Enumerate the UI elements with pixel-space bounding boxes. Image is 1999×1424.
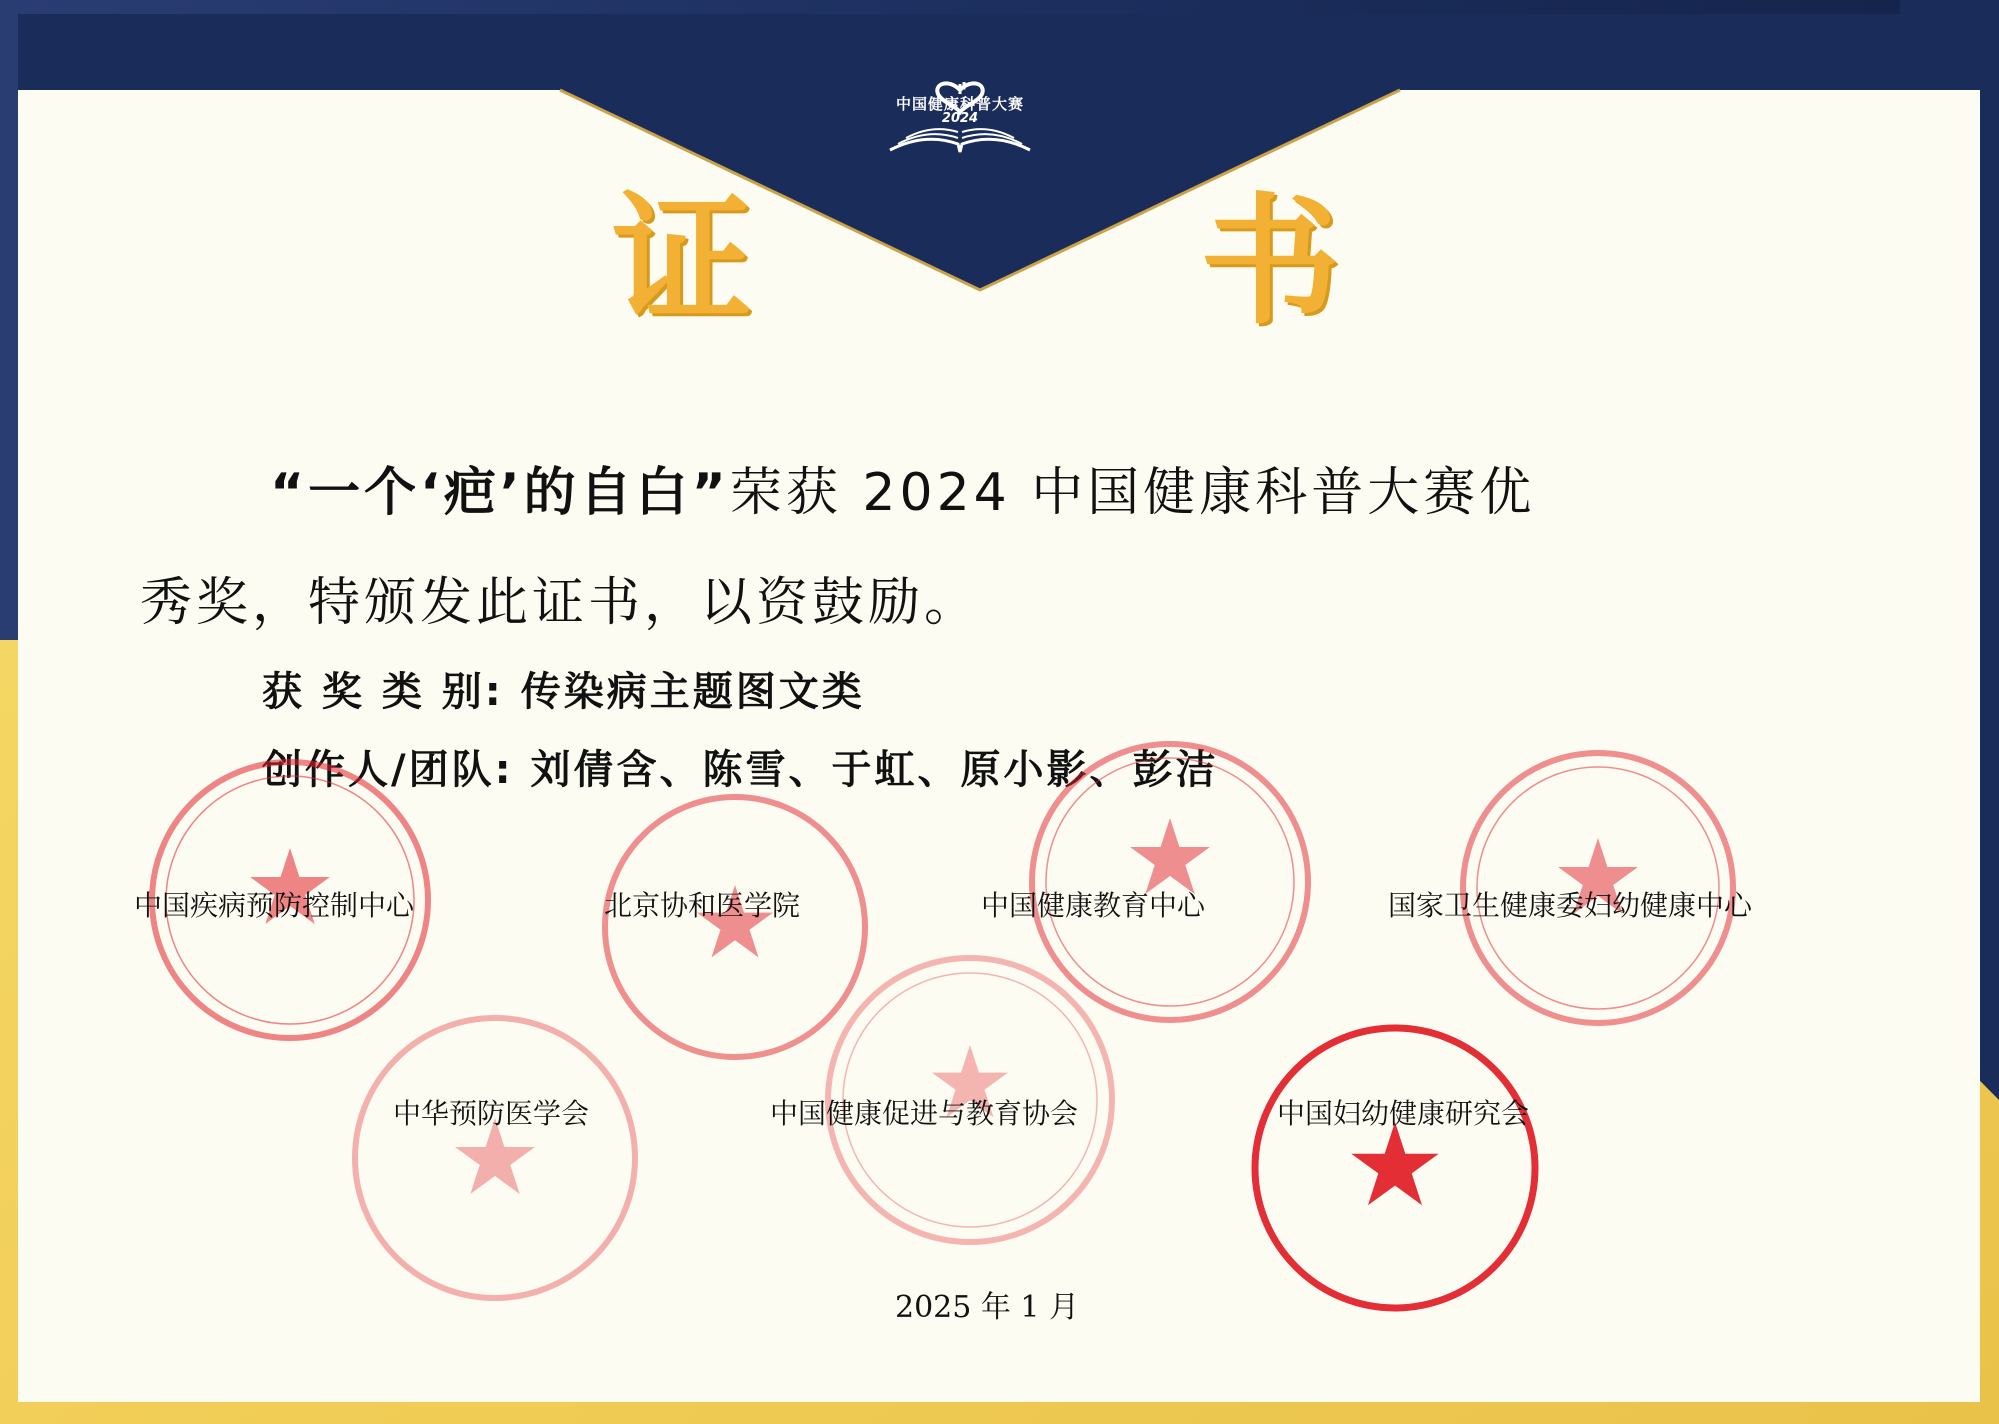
issuer-org: 中国健康教育中心 <box>981 889 1206 922</box>
award-statement-rest: 荣获 2024 中国健康科普大赛优 <box>729 463 1536 523</box>
seal-health-education-center <box>1032 744 1308 1020</box>
contest-logo-name: 中国健康科普大赛 <box>895 95 1024 113</box>
certificate-title-char-1: 证 <box>612 178 753 342</box>
issuer-org: 国家卫生健康委妇幼健康中心 <box>1388 889 1753 922</box>
award-category: 获 奖 类 别: 传染病主题图文类 <box>262 669 865 715</box>
certificate-title-char-2: 书 <box>1200 180 1341 344</box>
issuer-org: 北京协和医学院 <box>604 889 801 922</box>
seal-preventive-medicine-association <box>355 1018 635 1298</box>
work-title: “一个‘疤’的自白” <box>270 463 730 523</box>
seal-maternal-child-health-research-association <box>1255 1028 1535 1308</box>
issue-date: 2025 年 1 月 <box>895 1290 1080 1325</box>
issuer-org: 中华预防医学会 <box>393 1097 590 1130</box>
creators-team: 创作人/团队: 刘倩含、陈雪、于虹、原小影、彭洁 <box>262 747 1219 793</box>
seal-pumc <box>605 797 865 1057</box>
issuer-org: 中国妇幼健康研究会 <box>1277 1097 1530 1130</box>
award-statement-line-2: 秀奖，特颁发此证书，以资鼓励。 <box>140 573 981 633</box>
contest-logo-year: 2024 <box>941 111 979 126</box>
issuer-org: 中国健康促进与教育协会 <box>770 1097 1079 1130</box>
issuer-org: 中国疾病预防控制中心 <box>134 889 415 922</box>
